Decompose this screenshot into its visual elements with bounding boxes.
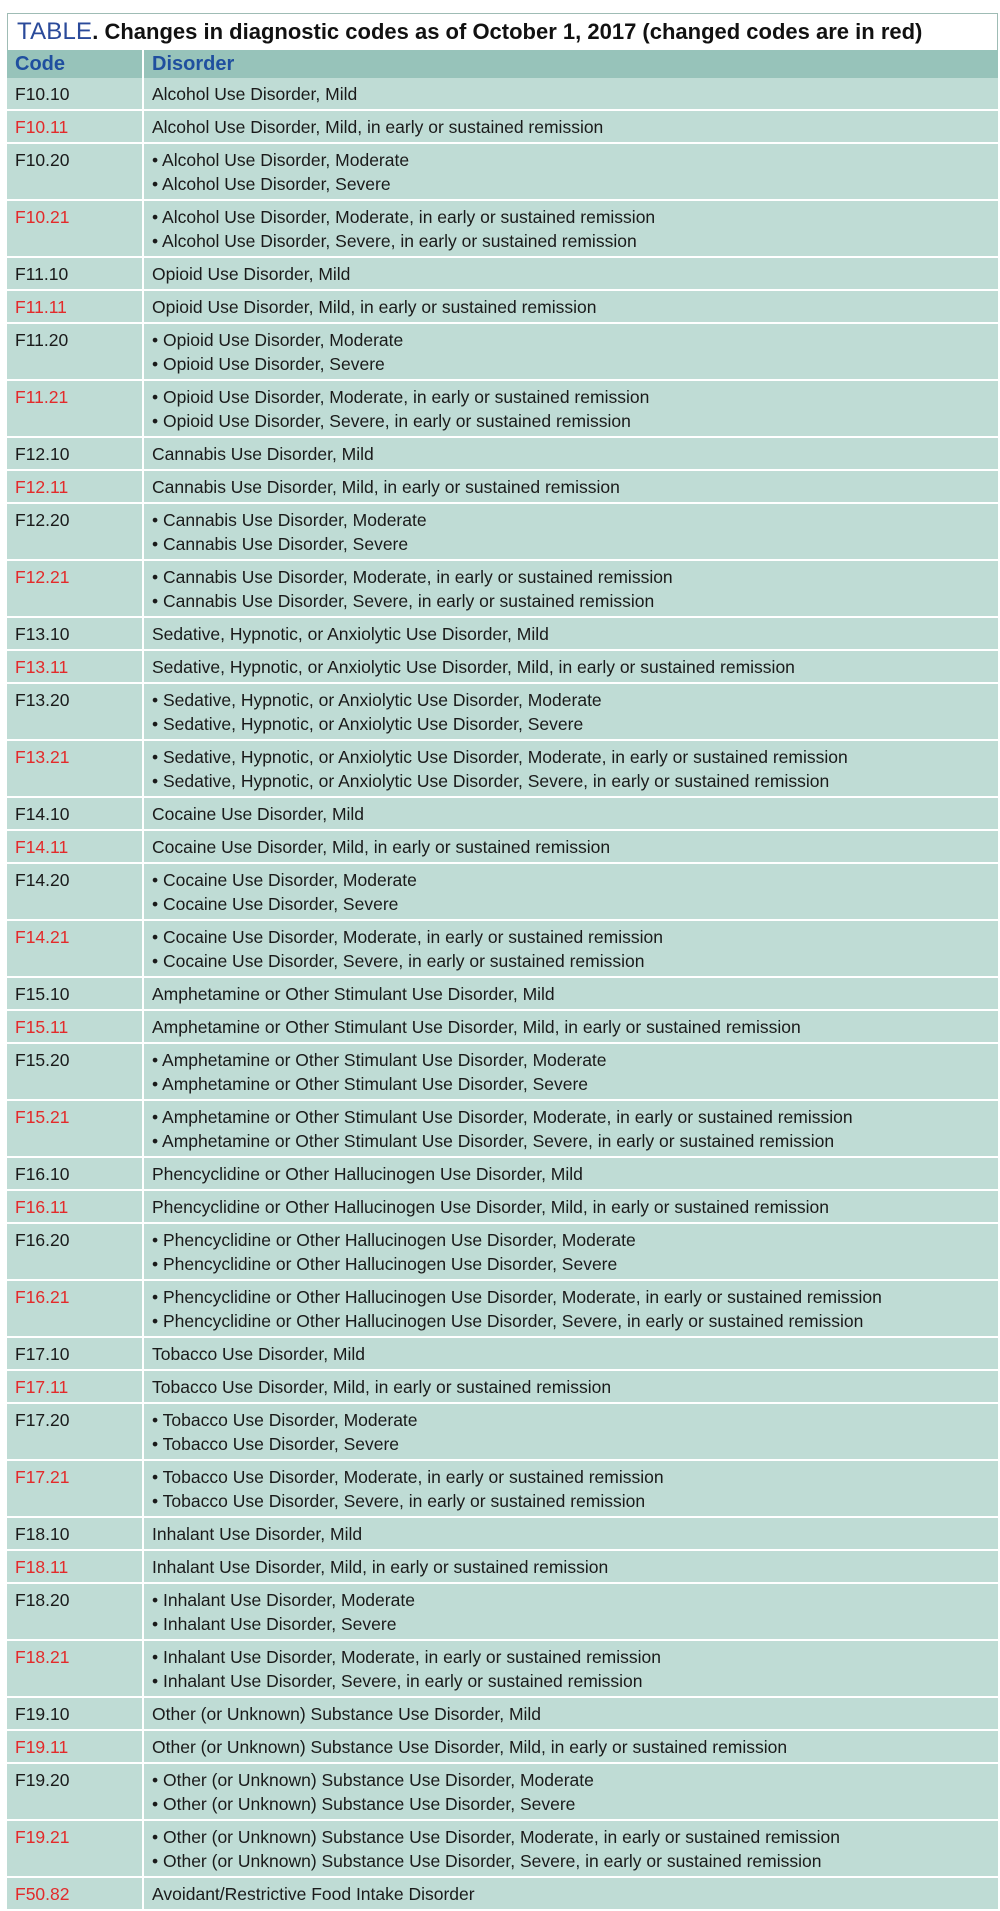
disorder-line: • Tobacco Use Disorder, Moderate: [152, 1410, 418, 1430]
disorder-line: Avoidant/Restrictive Food Intake Disorder: [152, 1884, 475, 1904]
disorder-cell: [143, 437, 998, 470]
disorder-cell: [143, 797, 998, 830]
table-row: [7, 1697, 998, 1730]
table-title-label: TABLE: [17, 18, 93, 45]
table-title: [7, 13, 998, 50]
changed-code-cell: F14.21: [7, 920, 143, 977]
changed-code-cell: F11.11: [7, 290, 143, 323]
table-header: [7, 50, 998, 78]
code-cell: F16.10: [7, 1157, 143, 1190]
disorder-cell: [143, 1697, 998, 1730]
table-row: [7, 830, 998, 863]
disorder-line: • Cannabis Use Disorder, Moderate: [152, 510, 427, 530]
disorder-line: Phencyclidine or Other Hallucinogen Use Disorder, Mild: [152, 1164, 583, 1184]
disorder-line: Sedative, Hypnotic, or Anxiolytic Use Disorder, Mild: [152, 624, 549, 644]
disorder-line: • Inhalant Use Disorder, Severe, in early or sustained remission: [152, 1671, 643, 1691]
column-header-disorder: Disorder: [143, 50, 998, 78]
disorder-line: • Alcohol Use Disorder, Severe, in early or sustained remission: [152, 231, 637, 251]
table-row: [7, 740, 998, 797]
table-row: [7, 1223, 998, 1280]
disorder-line: Inhalant Use Disorder, Mild, in early or sustained remission: [152, 1557, 609, 1577]
table-row: [7, 470, 998, 503]
disorder-line: Amphetamine or Other Stimulant Use Disorder, Mild, in early or sustained remission: [152, 1017, 801, 1037]
disorder-cell: [143, 1640, 998, 1697]
code-cell: F14.20: [7, 863, 143, 920]
disorder-line: Alcohol Use Disorder, Mild, in early or sustained remission: [152, 117, 604, 137]
code-cell: F15.20: [7, 1043, 143, 1100]
table-row: [7, 143, 998, 200]
disorder-line: • Inhalant Use Disorder, Severe: [152, 1614, 397, 1634]
table-row: [7, 503, 998, 560]
disorder-line: • Sedative, Hypnotic, or Anxiolytic Use Disorder, Severe: [152, 714, 584, 734]
disorder-line: • Cocaine Use Disorder, Moderate, in early or sustained remission: [152, 927, 663, 947]
changed-code-cell: F13.11: [7, 650, 143, 683]
disorder-line: Opioid Use Disorder, Mild: [152, 264, 351, 284]
header-row: [7, 50, 998, 78]
code-cell: F11.20: [7, 323, 143, 380]
table-row: [7, 920, 998, 977]
disorder-cell: [143, 1820, 998, 1877]
table-row: [7, 1280, 998, 1337]
diagnostic-codes-table: [7, 50, 998, 1911]
table-row: [7, 1337, 998, 1370]
disorder-cell: [143, 650, 998, 683]
disorder-line: • Amphetamine or Other Stimulant Use Disorder, Severe: [152, 1074, 589, 1094]
table-row: [7, 200, 998, 257]
table-row: [7, 1550, 998, 1583]
changed-code-cell: F19.21: [7, 1820, 143, 1877]
disorder-cell: [143, 78, 998, 110]
disorder-line: Tobacco Use Disorder, Mild: [152, 1344, 365, 1364]
table-row: [7, 1157, 998, 1190]
disorder-line: Cannabis Use Disorder, Mild, in early or sustained remission: [152, 477, 620, 497]
disorder-cell: [143, 560, 998, 617]
disorder-cell: [143, 740, 998, 797]
table-row: [7, 323, 998, 380]
changed-code-cell: F11.21: [7, 380, 143, 437]
disorder-cell: [143, 1460, 998, 1517]
disorder-cell: [143, 1010, 998, 1043]
disorder-line: • Tobacco Use Disorder, Severe: [152, 1434, 400, 1454]
disorder-line: Opioid Use Disorder, Mild, in early or sustained remission: [152, 297, 597, 317]
disorder-line: • Cocaine Use Disorder, Moderate: [152, 870, 417, 890]
table-row: [7, 1100, 998, 1157]
disorder-line: Amphetamine or Other Stimulant Use Disorder, Mild: [152, 984, 555, 1004]
changed-code-cell: F18.21: [7, 1640, 143, 1697]
disorder-line: • Alcohol Use Disorder, Severe: [152, 174, 391, 194]
table-row: [7, 1640, 998, 1697]
disorder-cell: [143, 1337, 998, 1370]
disorder-cell: [143, 200, 998, 257]
disorder-cell: [143, 1370, 998, 1403]
changed-code-cell: F13.21: [7, 740, 143, 797]
disorder-line: • Cannabis Use Disorder, Moderate, in early or sustained remission: [152, 567, 673, 587]
disorder-cell: [143, 1583, 998, 1640]
changed-code-cell: F18.11: [7, 1550, 143, 1583]
disorder-line: Other (or Unknown) Substance Use Disorder, Mild: [152, 1704, 542, 1724]
changed-code-cell: F17.21: [7, 1460, 143, 1517]
code-cell: F19.10: [7, 1697, 143, 1730]
table-title-text: . Changes in diagnostic codes as of October 1, 2017 (changed codes are in red): [92, 19, 923, 44]
changed-code-cell: F16.21: [7, 1280, 143, 1337]
disorder-cell: [143, 1043, 998, 1100]
disorder-cell: [143, 1403, 998, 1460]
code-cell: F11.10: [7, 257, 143, 290]
table-body: [7, 78, 998, 1910]
table-row: [7, 1877, 998, 1910]
disorder-cell: [143, 323, 998, 380]
code-cell: F14.10: [7, 797, 143, 830]
disorder-line: • Tobacco Use Disorder, Moderate, in early or sustained remission: [152, 1467, 664, 1487]
disorder-cell: [143, 503, 998, 560]
disorder-line: Tobacco Use Disorder, Mild, in early or sustained remission: [152, 1377, 612, 1397]
table-row: [7, 78, 998, 110]
changed-code-cell: F10.21: [7, 200, 143, 257]
disorder-line: Phencyclidine or Other Hallucinogen Use Disorder, Mild, in early or sustained remission: [152, 1197, 829, 1217]
disorder-line: • Opioid Use Disorder, Severe, in early or sustained remission: [152, 411, 631, 431]
changed-code-cell: F14.11: [7, 830, 143, 863]
changed-code-cell: F15.11: [7, 1010, 143, 1043]
disorder-line: • Alcohol Use Disorder, Moderate, in early or sustained remission: [152, 207, 656, 227]
disorder-line: Alcohol Use Disorder, Mild: [152, 84, 358, 104]
disorder-cell: [143, 920, 998, 977]
disorder-line: Inhalant Use Disorder, Mild: [152, 1524, 363, 1544]
changed-code-cell: F17.11: [7, 1370, 143, 1403]
disorder-line: • Other (or Unknown) Substance Use Disorder, Moderate, in early or sustained remission: [152, 1827, 840, 1847]
disorder-line: • Alcohol Use Disorder, Moderate: [152, 150, 410, 170]
disorder-line: • Opioid Use Disorder, Moderate, in early or sustained remission: [152, 387, 650, 407]
disorder-line: • Phencyclidine or Other Hallucinogen Use Disorder, Severe: [152, 1254, 618, 1274]
disorder-line: • Inhalant Use Disorder, Moderate: [152, 1590, 415, 1610]
disorder-line: • Phencyclidine or Other Hallucinogen Use Disorder, Moderate: [152, 1230, 636, 1250]
disorder-cell: [143, 143, 998, 200]
table-row: [7, 1190, 998, 1223]
disorder-line: • Other (or Unknown) Substance Use Disorder, Moderate: [152, 1770, 594, 1790]
disorder-cell: [143, 1763, 998, 1820]
disorder-line: • Cocaine Use Disorder, Severe, in early or sustained remission: [152, 951, 645, 971]
disorder-line: • Inhalant Use Disorder, Moderate, in early or sustained remission: [152, 1647, 662, 1667]
disorder-line: • Amphetamine or Other Stimulant Use Disorder, Moderate, in early or sustained remission: [152, 1107, 853, 1127]
table-row: [7, 1763, 998, 1820]
codes-table-container: [7, 50, 998, 1911]
code-cell: F18.20: [7, 1583, 143, 1640]
disorder-cell: [143, 1517, 998, 1550]
changed-code-cell: F50.82: [7, 1877, 143, 1910]
disorder-line: • Opioid Use Disorder, Moderate: [152, 330, 404, 350]
code-cell: F19.20: [7, 1763, 143, 1820]
disorder-line: • Cocaine Use Disorder, Severe: [152, 894, 399, 914]
disorder-line: • Amphetamine or Other Stimulant Use Disorder, Moderate: [152, 1050, 607, 1070]
disorder-cell: [143, 257, 998, 290]
table-row: [7, 380, 998, 437]
code-cell: F10.20: [7, 143, 143, 200]
disorder-cell: [143, 380, 998, 437]
disorder-cell: [143, 1190, 998, 1223]
table-row: [7, 290, 998, 323]
table-row: [7, 1010, 998, 1043]
code-cell: F13.10: [7, 617, 143, 650]
code-cell: F10.10: [7, 78, 143, 110]
table-row: [7, 1820, 998, 1877]
table-row: [7, 1403, 998, 1460]
disorder-line: Other (or Unknown) Substance Use Disorder, Mild, in early or sustained remission: [152, 1737, 788, 1757]
disorder-cell: [143, 1100, 998, 1157]
disorder-cell: [143, 863, 998, 920]
disorder-line: • Other (or Unknown) Substance Use Disorder, Severe, in early or sustained remission: [152, 1851, 822, 1871]
disorder-cell: [143, 470, 998, 503]
disorder-line: Cannabis Use Disorder, Mild: [152, 444, 374, 464]
disorder-line: • Cannabis Use Disorder, Severe, in early or sustained remission: [152, 591, 655, 611]
disorder-cell: [143, 683, 998, 740]
disorder-cell: [143, 1877, 998, 1910]
code-cell: F15.10: [7, 977, 143, 1010]
disorder-cell: [143, 1223, 998, 1280]
table-row: [7, 863, 998, 920]
code-cell: F17.20: [7, 1403, 143, 1460]
disorder-cell: [143, 290, 998, 323]
changed-code-cell: F12.21: [7, 560, 143, 617]
table-row: [7, 560, 998, 617]
table-row: [7, 617, 998, 650]
table-row: [7, 437, 998, 470]
disorder-line: • Other (or Unknown) Substance Use Disorder, Severe: [152, 1794, 576, 1814]
disorder-line: • Phencyclidine or Other Hallucinogen Use Disorder, Moderate, in early or sustained remission: [152, 1287, 882, 1307]
code-cell: F13.20: [7, 683, 143, 740]
disorder-line: • Amphetamine or Other Stimulant Use Disorder, Severe, in early or sustained remission: [152, 1131, 835, 1151]
disorder-cell: [143, 830, 998, 863]
table-row: [7, 257, 998, 290]
code-cell: F12.10: [7, 437, 143, 470]
table-row: [7, 1370, 998, 1403]
table-row: [7, 110, 998, 143]
table-row: [7, 1730, 998, 1763]
disorder-cell: [143, 1280, 998, 1337]
disorder-line: Sedative, Hypnotic, or Anxiolytic Use Disorder, Mild, in early or sustained remission: [152, 657, 795, 677]
disorder-cell: [143, 1157, 998, 1190]
changed-code-cell: F10.11: [7, 110, 143, 143]
disorder-cell: [143, 617, 998, 650]
disorder-line: • Opioid Use Disorder, Severe: [152, 354, 385, 374]
column-header-code: Code: [7, 50, 143, 78]
disorder-line: • Cannabis Use Disorder, Severe: [152, 534, 409, 554]
disorder-cell: [143, 110, 998, 143]
changed-code-cell: F16.11: [7, 1190, 143, 1223]
table-row: [7, 1517, 998, 1550]
disorder-line: • Tobacco Use Disorder, Severe, in early or sustained remission: [152, 1491, 646, 1511]
code-cell: F12.20: [7, 503, 143, 560]
disorder-line: Cocaine Use Disorder, Mild: [152, 804, 365, 824]
disorder-line: Cocaine Use Disorder, Mild, in early or sustained remission: [152, 837, 611, 857]
code-cell: F16.20: [7, 1223, 143, 1280]
changed-code-cell: F19.11: [7, 1730, 143, 1763]
disorder-line: • Sedative, Hypnotic, or Anxiolytic Use Disorder, Moderate: [152, 690, 602, 710]
disorder-cell: [143, 1550, 998, 1583]
table-row: [7, 977, 998, 1010]
table-row: [7, 1583, 998, 1640]
disorder-cell: [143, 1730, 998, 1763]
disorder-line: • Sedative, Hypnotic, or Anxiolytic Use Disorder, Severe, in early or sustained remission: [152, 771, 830, 791]
table-row: [7, 650, 998, 683]
table-row: [7, 797, 998, 830]
table-row: [7, 683, 998, 740]
code-cell: F18.10: [7, 1517, 143, 1550]
changed-code-cell: F12.11: [7, 470, 143, 503]
disorder-line: • Sedative, Hypnotic, or Anxiolytic Use Disorder, Moderate, in early or sustained remission: [152, 747, 848, 767]
table-row: [7, 1043, 998, 1100]
table-row: [7, 1460, 998, 1517]
code-cell: F17.10: [7, 1337, 143, 1370]
disorder-cell: [143, 977, 998, 1010]
changed-code-cell: F15.21: [7, 1100, 143, 1157]
disorder-line: • Phencyclidine or Other Hallucinogen Use Disorder, Severe, in early or sustained remission: [152, 1311, 864, 1331]
